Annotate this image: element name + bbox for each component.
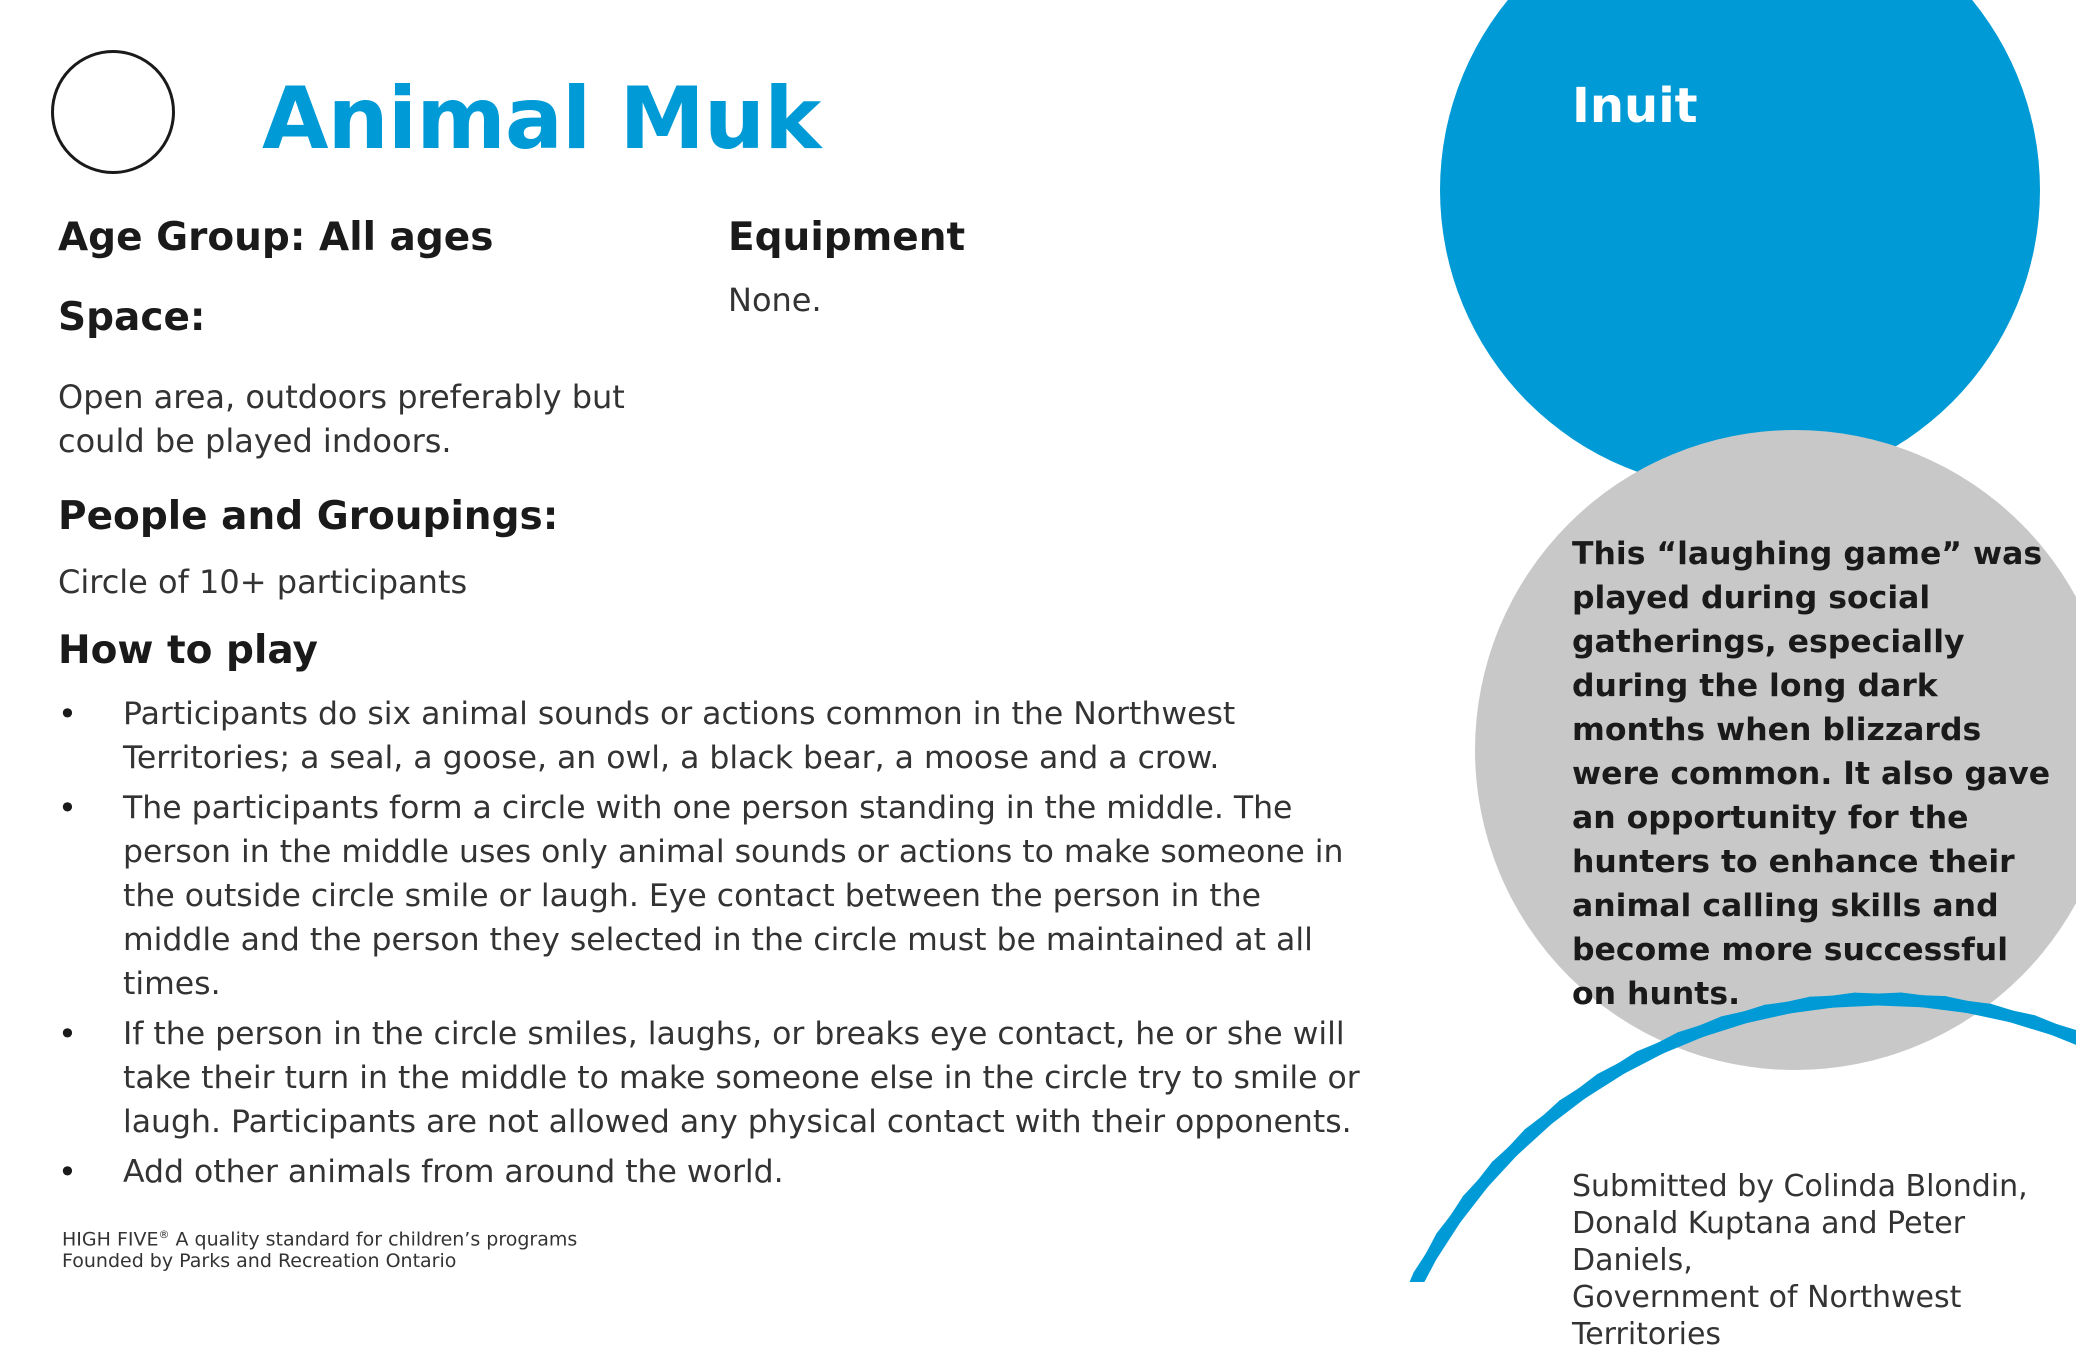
space-text: Open area, outdoors preferably but could be played indoors.: [58, 378, 625, 460]
list-item-text: The participants form a circle with one person standing in the middle. The person in the middle uses only animal sounds or actions to make someone in the outside circle smile or laugh. Eye contact between the person in the middle and the person they selected in the circle must be maintained at all times.: [123, 790, 1344, 1002]
region-label: Inuit: [1572, 78, 1698, 134]
bullet-icon: •: [58, 1153, 77, 1191]
footer-tagline: A quality standard for children’s programs: [169, 1228, 578, 1251]
dash-mark: [2030, 1015, 2076, 1061]
list-item: [58, 1150, 1368, 1194]
credit-text: [1572, 1168, 2072, 1353]
footer-brand: HIGH FIVE: [62, 1228, 159, 1251]
credit-line-3: Government of Northwest Territories: [1572, 1280, 1962, 1352]
page-title: Animal Muk: [262, 69, 821, 169]
credit-line-2: Donald Kuptana and Peter Daniels,: [1572, 1206, 1966, 1278]
equipment-text: None.: [728, 281, 822, 319]
people-heading: People and Groupings:: [58, 494, 559, 539]
list-item: [58, 786, 1368, 1006]
list-item-text: If the person in the circle smiles, laughs, or breaks eye contact, he or she will take their turn in the middle to make someone else in the circle try to smile or laugh. Participants are not allowed any physical contact with their opponents.: [123, 1016, 1360, 1140]
logo-circle: [51, 50, 175, 174]
bullet-icon: •: [58, 789, 77, 827]
bullet-icon: •: [58, 1015, 77, 1053]
space-heading: Space:: [58, 295, 206, 340]
footer: [62, 1224, 577, 1272]
list-item: [58, 1012, 1368, 1144]
how-to-play-heading: How to play: [58, 628, 318, 673]
blue-circle-shape: [1440, 0, 2040, 490]
list-item-text: Participants do six animal sounds or actions common in the Northwest Territories; a seal, a goose, an owl, a black bear, a moose and a crow.: [123, 696, 1236, 776]
credit-line-1: Submitted by Colinda Blondin,: [1572, 1169, 2028, 1204]
how-to-play-list: [58, 692, 1368, 1200]
list-item: [58, 692, 1368, 780]
age-group-heading: Age Group: All ages: [58, 215, 494, 260]
list-item-text: Add other animals from around the world.: [123, 1154, 784, 1190]
bullet-icon: •: [58, 695, 77, 733]
footer-founded: Founded by Parks and Recreation Ontario: [62, 1250, 457, 1273]
equipment-heading: Equipment: [728, 215, 966, 260]
footer-trademark: ®: [158, 1228, 170, 1241]
people-text: Circle of 10+ participants: [58, 563, 468, 601]
story-text: This “laughing game” was played during social gatherings, especially during the long dark months when blizzards were common. It also gave an opportunity for the hunters to enhance their animal calling skills and become more successful on hunts.: [1572, 536, 2051, 1012]
